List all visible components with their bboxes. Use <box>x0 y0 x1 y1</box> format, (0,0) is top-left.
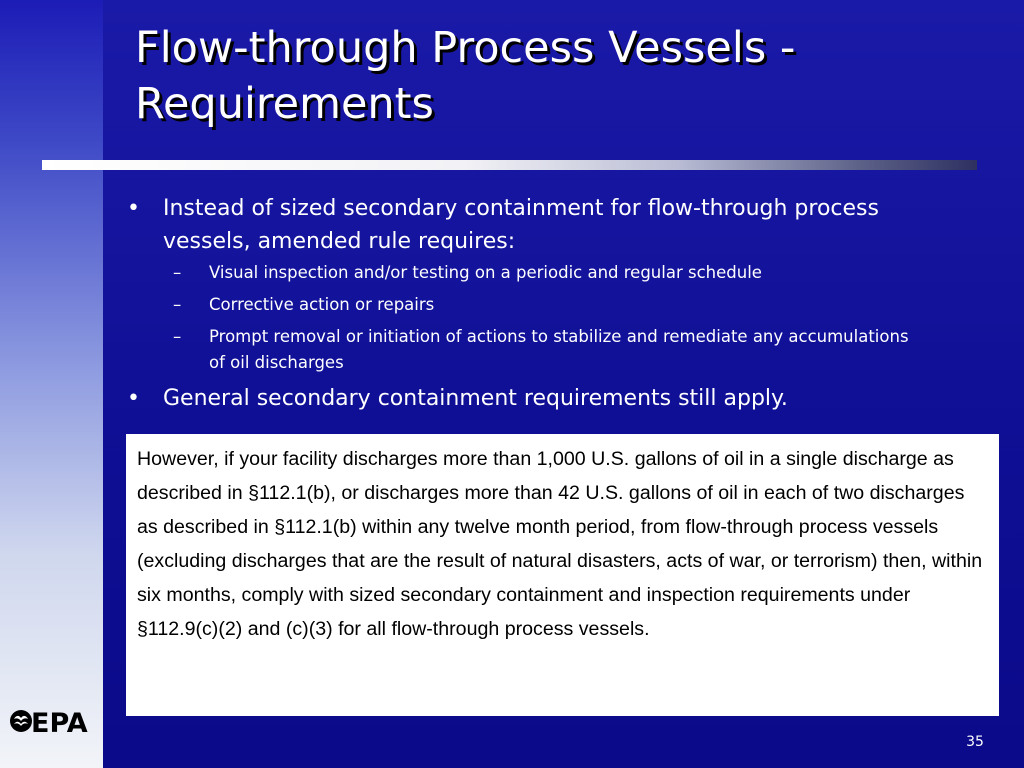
title-divider <box>42 160 977 170</box>
sub-bullet-text: Prompt removal or initiation of actions to stabilize and remediate any accumulations of oil discharges <box>209 327 909 372</box>
left-gradient-band <box>0 0 103 768</box>
epa-logo-text: EPA <box>31 708 88 739</box>
epa-seal-icon <box>8 702 98 742</box>
sub-bullet-item <box>163 324 917 376</box>
bullet-item <box>127 192 917 376</box>
bullet-marker: • <box>127 386 140 411</box>
sub-bullet-text: Visual inspection and/or testing on a periodic and regular schedule <box>209 263 762 282</box>
bullet-item <box>127 382 917 415</box>
sub-bullet-marker: – <box>173 295 182 314</box>
sub-bullet-marker: – <box>173 263 182 282</box>
slide-title: Flow-through Process Vessels - Requirements <box>135 23 796 129</box>
bullet-text: General secondary containment requirements still apply. <box>163 386 788 411</box>
sub-bullet-marker: – <box>173 327 182 346</box>
sub-bullet-item <box>163 260 917 286</box>
bullet-marker: • <box>127 196 140 221</box>
note-box <box>126 434 999 716</box>
sub-bullet-list <box>163 260 917 376</box>
sub-bullet-text: Corrective action or repairs <box>209 295 435 314</box>
bullet-list <box>127 192 917 415</box>
page-number: 35 <box>966 734 984 750</box>
note-text: However, if your facility discharges more than 1,000 U.S. gallons of oil in a single discharge as described in §112.1(b), or discharges more than 42 U.S. gallons of oil in each of two discharges as described in §112.1(b) within any twelve month period, from flow-through process vessels (excluding discharges that are the result of natural disasters, acts of war, or terrorism) then, within six months, comply with sized secondary containment and inspection requirements under §112.9(c)(2) and (c)(3) for all flow-through process vessels. <box>137 448 983 640</box>
epa-logo <box>8 702 98 742</box>
bullet-text: Instead of sized secondary containment for flow-through process vessels, amended rule requires: <box>163 196 879 254</box>
sub-bullet-item <box>163 292 917 318</box>
